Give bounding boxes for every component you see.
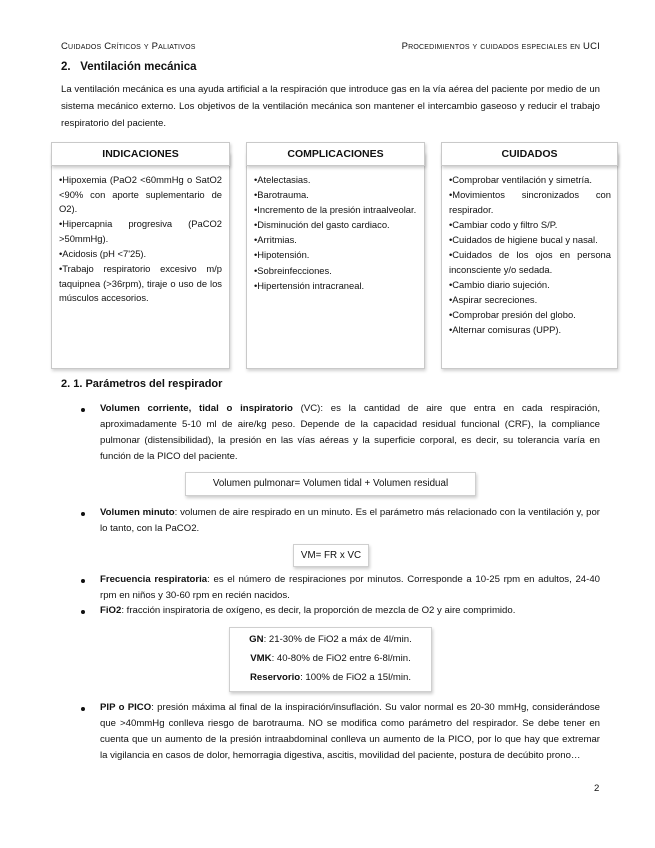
- oxygen-row: [230, 649, 431, 668]
- page-number: 2: [594, 783, 600, 794]
- bullet-icon: [81, 610, 85, 614]
- subsection-title: 2. 1. Parámetros del respirador: [61, 378, 223, 390]
- param-term: Volumen corriente, tidal o inspiratorio: [100, 403, 293, 414]
- param-fr: [100, 572, 600, 604]
- list-item: •Cambiar codo y filtro S/P.: [449, 218, 558, 230]
- list-item: •Movimientos sincronizados con respirador.: [449, 189, 611, 215]
- oxygen-text: : 21-30% de FiO2 a máx de 4l/min.: [263, 634, 412, 645]
- list-item: •Cuidados de higiene bucal y nasal.: [449, 233, 598, 245]
- list-item: •Atelectasias.: [254, 174, 311, 185]
- complicaciones-list: [254, 173, 417, 294]
- cuidados-box: [441, 152, 618, 369]
- list-item: •Trabajo respiratorio excesivo m/p taquipnea (>36rpm), tiraje o uso de los músculos accesorios.: [59, 263, 222, 304]
- complicaciones-title: COMPLICACIONES: [246, 142, 425, 166]
- bullet-icon: [81, 408, 85, 412]
- list-item: •Disminución del gasto cardiaco.: [254, 219, 390, 231]
- indicaciones-box: [51, 152, 230, 369]
- oxygen-label: Reservorio: [249, 672, 301, 683]
- section-title-text: Ventilación mecánica: [80, 61, 197, 73]
- oxygen-devices-box: [229, 627, 432, 692]
- param-pip: [100, 700, 600, 764]
- oxygen-row: [230, 668, 431, 687]
- list-item: •Barotrauma.: [254, 189, 309, 201]
- list-item: •Hipercapnia progresiva (PaCO2 >50mmHg).: [59, 218, 222, 244]
- param-vm: [100, 505, 600, 537]
- param-vc: [100, 401, 600, 465]
- param-term: Volumen minuto: [100, 507, 175, 518]
- param-text: : fracción inspiratoria de oxígeno, es decir, la proporción de mezcla de O2 y aire comprimido.: [121, 605, 516, 616]
- param-term: Frecuencia respiratoria: [100, 574, 208, 585]
- list-item: •Sobreinfecciones.: [254, 264, 332, 276]
- list-item: •Hipertensión intracraneal.: [254, 279, 365, 291]
- list-item: •Hipoxemia (PaO2 <60mmHg o SatO2 <90% con aporte suplementario de O2).: [59, 174, 222, 215]
- oxygen-label: GN: [249, 634, 264, 645]
- list-item: •Cuidados de los ojos en persona inconsciente y/o sedada.: [449, 248, 611, 275]
- list-item: •Arritmias.: [254, 234, 297, 246]
- list-item: •Hipotensión.: [254, 249, 310, 261]
- indicaciones-list: [59, 173, 222, 306]
- list-item: •Alternar comisuras (UPP).: [449, 323, 562, 335]
- oxygen-text: : 100% de FiO2 a 15l/min.: [300, 672, 412, 683]
- header-right: Procedimientos y cuidados especiales en UCI: [401, 41, 600, 52]
- param-term: FiO2: [100, 605, 122, 616]
- bullet-icon: [81, 707, 85, 711]
- indicaciones-title: INDICACIONES: [51, 142, 230, 166]
- list-item: •Comprobar ventilación y simetría.: [449, 174, 592, 185]
- header-left: Cuidados Críticos y Paliativos: [61, 41, 196, 52]
- formula-volumen-minuto: VM= FR x VC: [293, 544, 369, 567]
- cuidados-title: CUIDADOS: [441, 142, 618, 166]
- param-text: : volumen de aire respirado en un minuto. Es el parámetro más relacionado con la ventilación y, por lo tanto, con la PaCO2.: [100, 507, 600, 534]
- list-item: •Aspirar secreciones.: [449, 293, 538, 305]
- list-item: •Acidosis (pH <7'25).: [59, 247, 147, 259]
- param-term: PIP o PICO: [100, 702, 152, 713]
- oxygen-text: : 40-80% de FiO2 entre 6-8l/min.: [271, 653, 411, 664]
- param-text: (VC): es la cantidad de aire que entra en cada respiración, aproximadamente 5-10 ml de aire/kg peso. Depende de la capacidad residual funcional (CRF), la compliance pulmonar (distensibilidad), la presión en las vías aéreas y la superficie corporal, es decir, su tolerancia varía en función de la PICO del paciente.: [100, 403, 600, 462]
- oxygen-label: VMK: [250, 653, 272, 664]
- section-number: 2.: [61, 61, 71, 73]
- section-title: [61, 61, 197, 73]
- intro-paragraph: La ventilación mecánica es una ayuda artificial a la respiración que introduce gas en la vía aérea del paciente por medio de un sistema mecánico externo. Los objetivos de la ventilación mecánica son mantener el intercambio gaseoso y reducir el trabajo respiratorio del paciente.: [61, 84, 600, 129]
- bullet-icon: [81, 512, 85, 516]
- oxygen-row: [230, 630, 431, 649]
- list-item: •Incremento de la presión intraalveolar.: [254, 204, 417, 216]
- param-fio2: [100, 603, 600, 619]
- list-item: •Comprobar presión del globo.: [449, 308, 576, 320]
- list-item: •Cambio diario sujeción.: [449, 278, 550, 290]
- complicaciones-box: [246, 152, 425, 369]
- cuidados-list: [449, 173, 611, 338]
- param-text: : es el número de respiraciones por minutos. Corresponde a 10-25 rpm en adultos, 24-40 rpm en niños y 30-60 rpm en recién nacidos.: [100, 574, 600, 601]
- formula-volumen-pulmonar: Volumen pulmonar= Volumen tidal + Volumen residual: [185, 472, 476, 496]
- param-text: : presión máxima al final de la inspiración/insuflación. Su valor normal es 20-30 mmHg, considerándose que >40mmHg conlleva riesgo de barotrauma. NO se modifica como parámetro del respirador. Se debe tener en cuenta que un aumento de la presión intraabdominal conlleva un aumento de la PICO, por lo que hay que extremar la vigilancia en casos de dolor, hemorragia digestiva, ascitis, movilidad del paciente, postura de decúbito prono…: [100, 702, 600, 761]
- bullet-icon: [81, 579, 85, 583]
